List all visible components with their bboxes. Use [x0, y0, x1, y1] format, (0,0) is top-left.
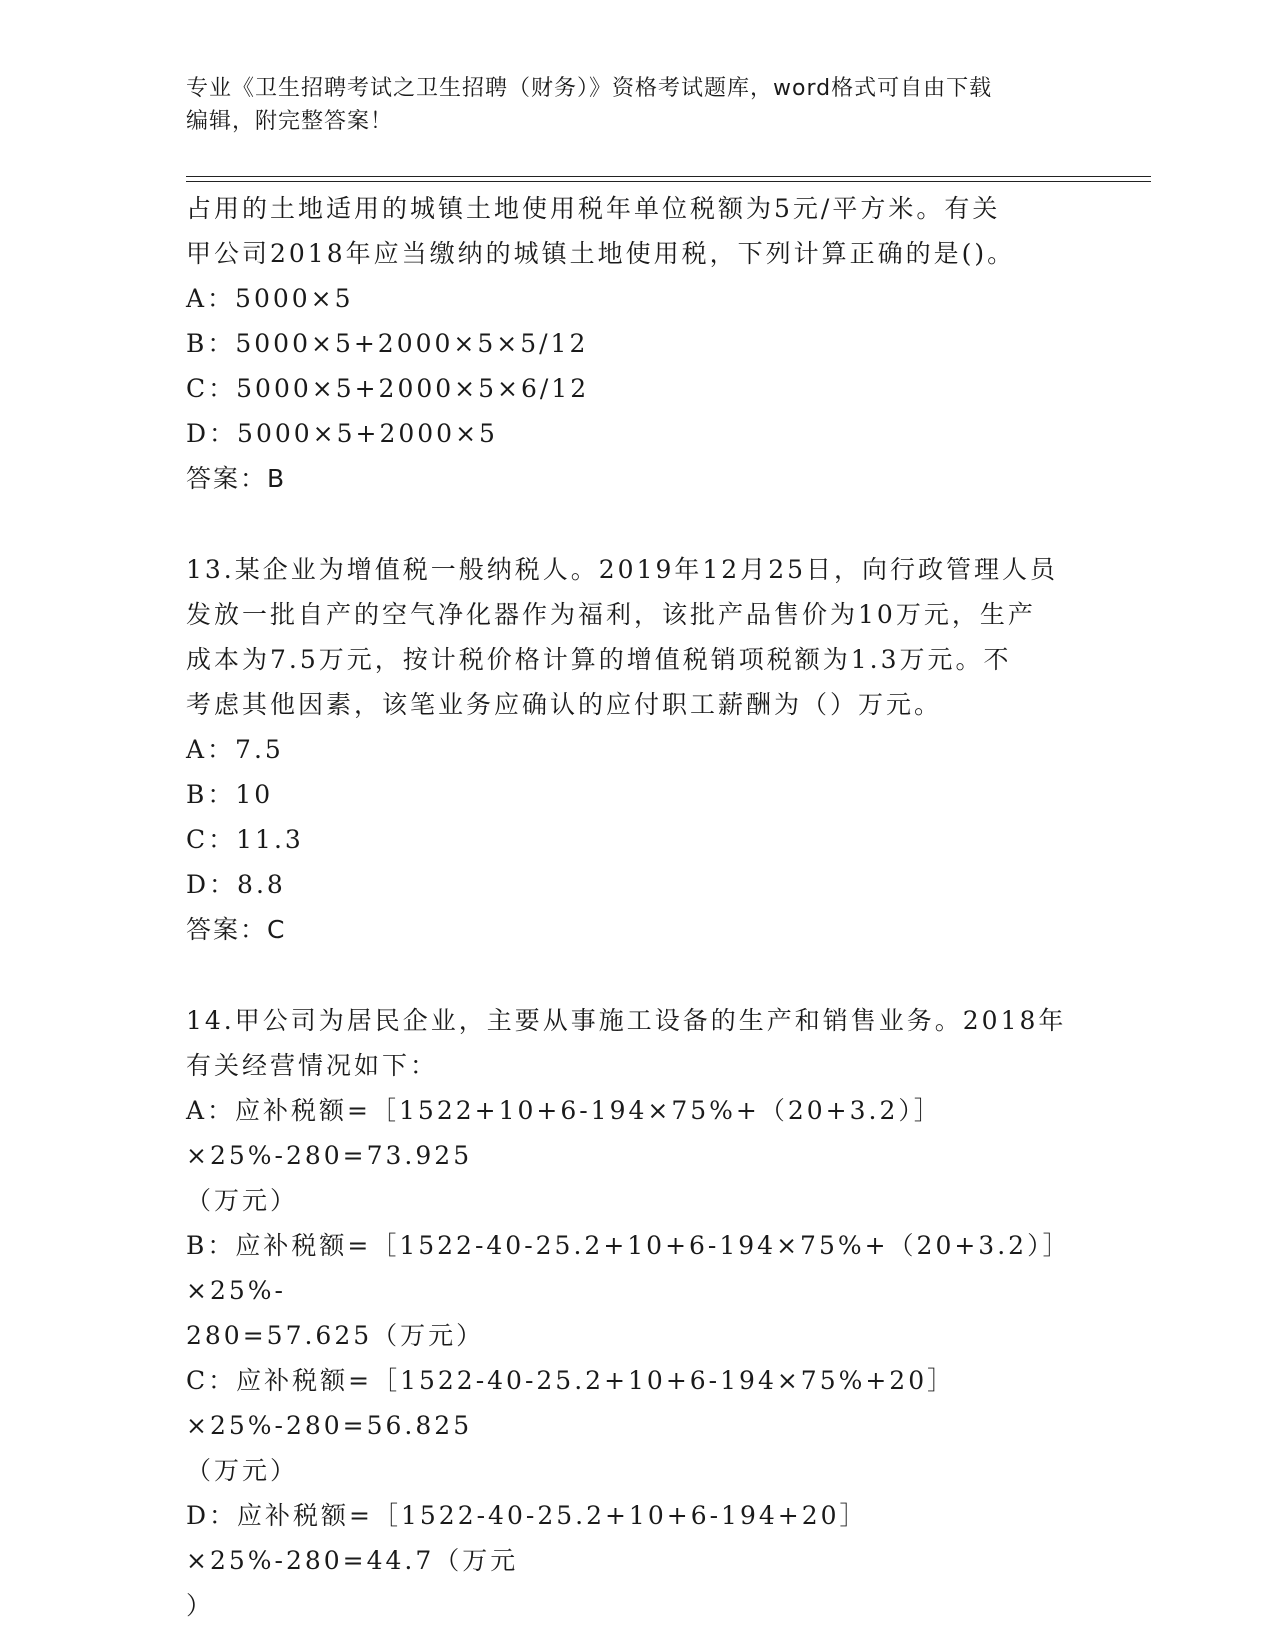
question-12 — [186, 186, 1086, 501]
option-d: D：8.8 — [186, 870, 286, 899]
option-b: B：10 — [186, 780, 274, 809]
document-body — [186, 186, 1086, 1628]
answer: 答案：B — [186, 464, 287, 493]
option-c-continued: （万元） — [186, 1456, 299, 1485]
spacer — [186, 952, 1086, 998]
question-text-line: 发放一批自产的空气净化器作为福利，该批产品售价为10万元，生产 — [186, 600, 1036, 629]
answer: 答案：C — [186, 915, 287, 944]
option-d: D：应补税额=［1522-40-25.2+10+6-194+20］×25%-280=44.7（万元 — [186, 1501, 868, 1575]
question-text-line: 有关经营情况如下： — [186, 1051, 439, 1080]
option-b-continued: 280=57.625（万元） — [186, 1321, 485, 1350]
question-text-line: 成本为7.5万元，按计税价格计算的增值税销项税额为1.3万元。不 — [186, 645, 1012, 674]
option-c: C：11.3 — [186, 825, 304, 854]
option-d: D：5000×5+2000×5 — [186, 419, 498, 448]
option-d-continued: ） — [186, 1591, 215, 1620]
option-c: C：5000×5+2000×5×6/12 — [186, 374, 590, 403]
question-text-line: 占用的土地适用的城镇土地使用税年单位税额为5元/平方米。有关 — [186, 194, 1001, 223]
option-c: C：应补税额=［1522-40-25.2+10+6-194×75%+20］×25%-280=56.825 — [186, 1366, 956, 1440]
header-line-1: 专业《卫生招聘考试之卫生招聘（财务）》资格考试题库，word格式可自由下载 — [186, 76, 993, 101]
question-text-line: 13.某企业为增值税一般纳税人。2019年12月25日，向行政管理人员 — [186, 555, 1059, 584]
option-a: A：5000×5 — [186, 284, 354, 313]
question-text-line: 考虑其他因素，该笔业务应确认的应付职工薪酬为（）万元。 — [186, 690, 943, 719]
question-14 — [186, 998, 1086, 1628]
option-a: A：7.5 — [186, 735, 284, 764]
option-b: B：5000×5+2000×5×5/12 — [186, 329, 589, 358]
spacer — [186, 501, 1086, 547]
header-rule-top — [186, 176, 1151, 177]
option-b: B：应补税额=［1522-40-25.2+10+6-194×75%+（20+3.2）］×25%- — [186, 1231, 1071, 1305]
option-a-continued: （万元） — [186, 1186, 299, 1215]
question-text-line: 14.甲公司为居民企业，主要从事施工设备的生产和销售业务。2018年 — [186, 1006, 1067, 1035]
question-13 — [186, 547, 1086, 952]
header-line-2: 编辑，附完整答案！ — [186, 109, 394, 134]
document-header — [186, 72, 1076, 138]
question-text-line: 甲公司2018年应当缴纳的城镇土地使用税，下列计算正确的是()。 — [186, 239, 1016, 268]
header-rule-bottom — [186, 181, 1151, 182]
option-a: A：应补税额=［1522+10+6-194×75%+（20+3.2）］×25%-280=73.925 — [186, 1096, 942, 1170]
